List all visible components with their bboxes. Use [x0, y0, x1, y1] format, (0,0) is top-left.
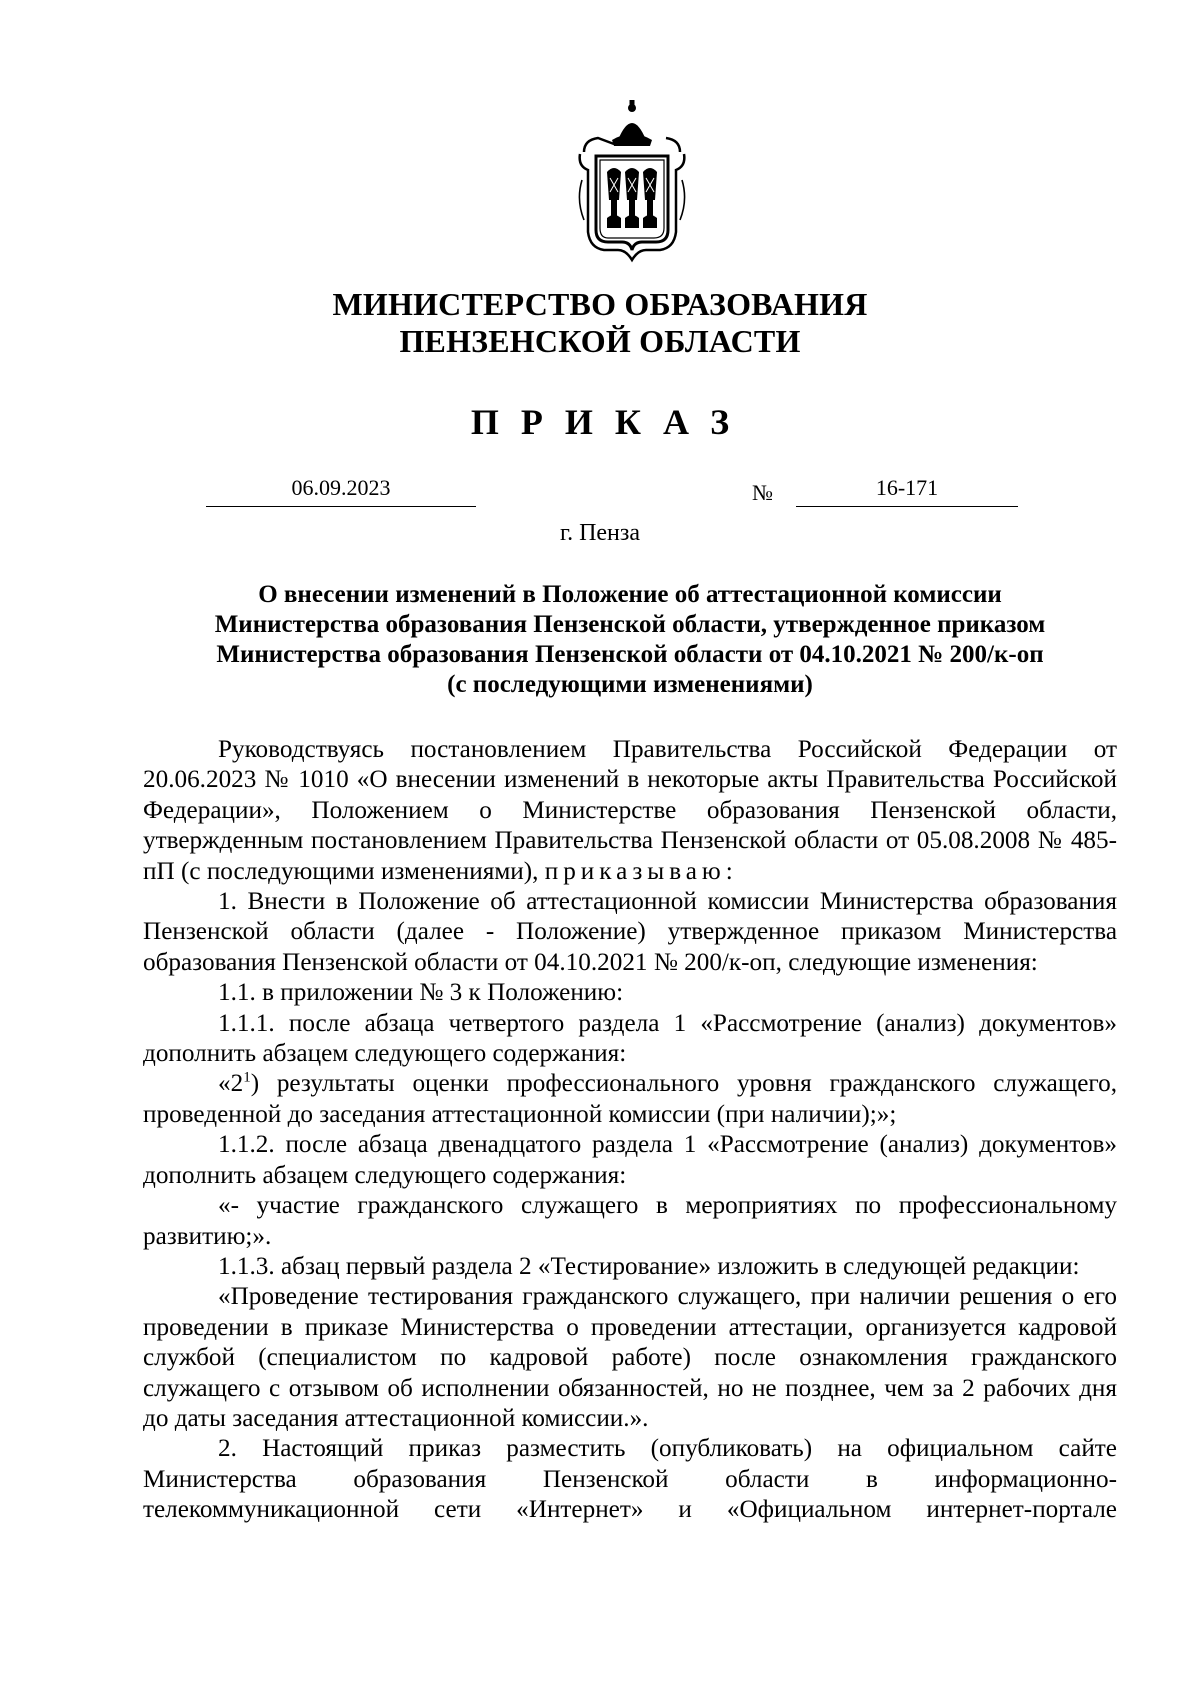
paragraph-item-1: 1. Внести в Положение об аттестационной комиссии Министерства образования Пензенской области (далее - Положение) утвержденное приказом Министерства образования Пензенской области от 04.10.2021 № 200/к-оп, следующие изменения:	[143, 888, 1117, 976]
paragraph-insert-2-1	[143, 1069, 1117, 1130]
document-type-title: ПРИКАЗ	[470, 402, 752, 442]
insert-prefix: «2	[218, 1070, 244, 1098]
paragraph-insert-participation: «- участие гражданского служащего в мероприятиях по профессиональному развитию;».	[143, 1192, 1117, 1250]
coat-of-arms-icon	[574, 100, 690, 264]
city: г. Пенза	[559, 520, 641, 546]
paragraph-testing-text: «Проведение тестирования гражданского служащего, при наличии решения о его проведении в приказе Министерства о проведении аттестации, организуется кадровой службой (специалистом по кадровой работе) после ознакомления гражданского служащего с отзывом об исполнении обязанностей, но не позднее, чем за 2 рабочих дня до даты заседания аттестационной комиссии.».	[143, 1283, 1117, 1432]
order-word: приказываю:	[544, 857, 738, 885]
subject-line: О внесении изменений в Положение об аттестационной комиссии	[258, 581, 1002, 608]
subject-line: Министерства образования Пензенской области от 04.10.2021 № 200/к-оп	[216, 641, 1044, 668]
order-number: 16-171	[796, 472, 1018, 507]
paragraph-item-1-1: 1.1. в приложении № 3 к Положению:	[218, 979, 624, 1007]
paragraph-item-1-1-2: 1.1.2. после абзаца двенадцатого раздела 1 «Рассмотрение (анализ) документов» дополнить абзацем следующего содержания:	[143, 1131, 1117, 1189]
paragraph-item-2: 2. Настоящий приказ разместить (опубликовать) на официальном сайте Министерства образования Пензенской области в информационно-телекоммуникационной сети «Интернет» и «Официальном интернет-портале	[143, 1435, 1117, 1524]
subject-line: (с последующими изменениями)	[447, 671, 813, 698]
order-date: 06.09.2023	[206, 472, 476, 507]
order-subject	[140, 580, 1120, 700]
number-sign: №	[752, 480, 773, 505]
preamble-text: Руководствуясь постановлением Правительства Российской Федерации от 20.06.2023 № 1010 «О внесении изменений в некоторые акты Правительства Российской Федерации», Положением о Министерстве образования Пензенской области, утвержденным постановлением Правительства Пензенской области от 05.08.2008 № 485-пП (с последующими изменениями),	[143, 736, 1117, 885]
subject-line: Министерства образования Пензенской области, утвержденное приказом	[214, 611, 1046, 638]
insert-superscript: 1	[243, 1070, 251, 1087]
paragraph-item-1-1-3: 1.1.3. абзац первый раздела 2 «Тестирование» изложить в следующей редакции:	[218, 1252, 1080, 1280]
ministry-name-line1: МИНИСТЕРСТВО ОБРАЗОВАНИЯ	[332, 286, 868, 322]
paragraph-preamble	[143, 735, 1117, 887]
insert-text: ) результаты оценки профессионального уровня гражданского служащего, проведенной до заседания аттестационной комиссии (при наличии);»;	[143, 1070, 1117, 1128]
paragraph-item-1-1-1: 1.1.1. после абзаца четвертого раздела 1 «Рассмотрение (анализ) документов» дополнить абзацем следующего содержания:	[143, 1009, 1117, 1068]
ministry-name-line2: ПЕНЗЕНСКОЙ ОБЛАСТИ	[399, 323, 801, 359]
order-body	[143, 735, 1117, 1526]
